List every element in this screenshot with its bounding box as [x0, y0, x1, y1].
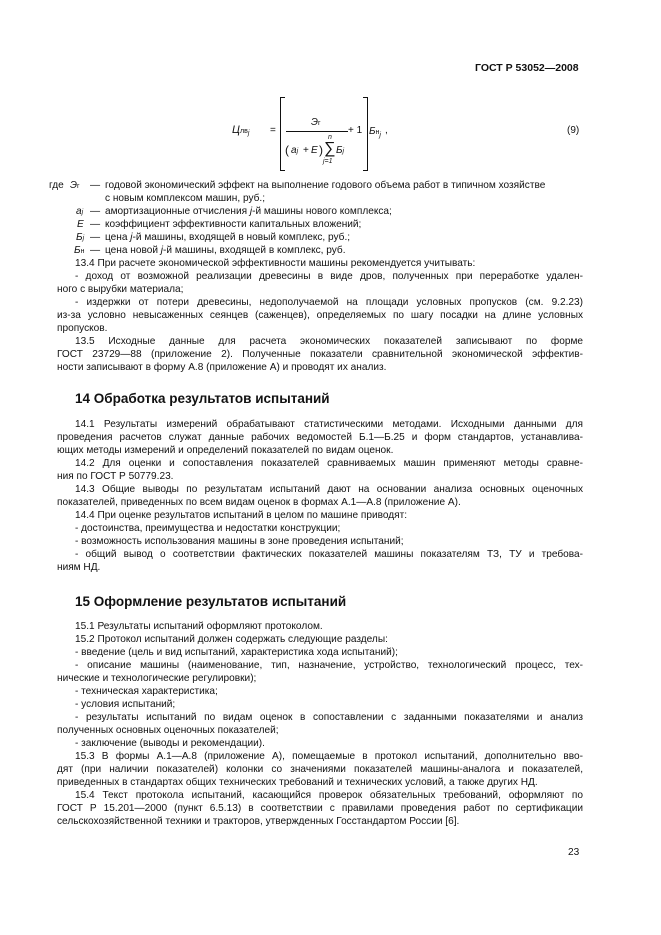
formula-lhs: Цлв$_j$	[232, 124, 250, 137]
section-14-title: 14 Обработка результатов испытаний	[75, 391, 330, 406]
paragraph-15-1: 15.1 Результаты испытаний оформляют протоколом.	[75, 621, 323, 632]
formula-9: Цлв$_j$ = Эг ( aj + E ) n ∑ j=1 Бj + 1 $Бн_j$ , (9)	[0, 0, 661, 180]
paragraph-14-3: 14.3 Общие выводы по результатам испытаний дают на основании анализа основных оценочных	[75, 484, 583, 495]
where-item: aj	[76, 206, 84, 217]
paragraph-14-2: 14.2 Для оценки и сопоставления показателей сравниваемых машин применяют методы сравне-	[75, 458, 583, 469]
paragraph-13-5: 13.5 Исходные данные для расчета экономических показателей записывают по форме	[75, 336, 583, 347]
fraction-line	[286, 131, 348, 132]
right-bracket	[363, 97, 368, 171]
page-number: 23	[568, 847, 580, 858]
where-item: Бj	[76, 232, 85, 243]
paragraph-14-1: 14.1 Результаты измерений обрабатывают статистическими методами. Исходными данными для	[75, 419, 583, 430]
sum-sign: ∑	[324, 140, 336, 157]
where-item: E	[77, 219, 84, 230]
paragraph-15-3: 15.3 В формы А.1—А.8 (приложение А), помещаемые в протокол испытаний, дополнительно вво-	[75, 751, 583, 762]
section-15-title: 15 Оформление результатов испытаний	[75, 594, 347, 609]
document-id: ГОСТ Р 53052—2008	[475, 62, 579, 74]
paragraph-13-4: 13.4 При расчете экономической эффективности машины рекомендуется учитывать:	[75, 258, 476, 269]
formula-numerator: Эг	[311, 117, 321, 128]
where-item: Эг	[70, 180, 80, 191]
where-item: Бн	[74, 245, 85, 256]
formula-number: (9)	[567, 125, 580, 136]
paragraph-15-2: 15.2 Протокол испытаний должен содержать следующие разделы:	[75, 634, 388, 645]
paragraph-14-4: 14.4 При оценке результатов испытаний в целом по машине приводят:	[75, 510, 408, 521]
left-bracket	[280, 97, 285, 171]
paragraph-15-4: 15.4 Текст протокола испытаний, касающийся проверок обязательных требований, оформляют по	[75, 790, 583, 801]
